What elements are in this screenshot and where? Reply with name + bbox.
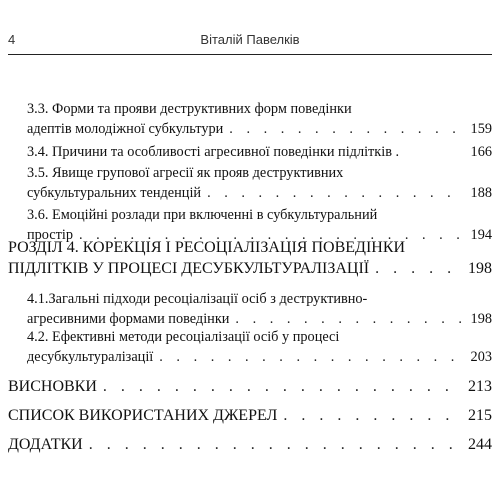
toc-chapter-title: РОЗДІЛ 4. КОРЕКЦІЯ І РЕСОЦІАЛІЗАЦІЯ ПОВЕДІНКИ bbox=[8, 239, 406, 256]
toc-page-number: 198 bbox=[470, 311, 492, 327]
toc-entry-4-2[interactable] bbox=[27, 327, 492, 367]
toc-entry-title: 4.1.Загальні підходи ресоціалізації осіб з деструктивно- bbox=[27, 291, 368, 307]
toc-entry-conclusions[interactable] bbox=[8, 377, 492, 397]
toc-entry-title-continued: агресивними формами поведінки bbox=[27, 311, 230, 327]
dot-leader bbox=[283, 406, 462, 426]
toc-entry-title: 3.4. Причини та особливості агресивної поведінки підлітків . bbox=[27, 144, 400, 160]
toc-page-number: 188 bbox=[470, 185, 492, 201]
toc-entry-title: СПИСОК ВИКОРИСТАНИХ ДЖЕРЕЛ bbox=[8, 407, 278, 424]
toc-entry-title-continued: десубкультуралізації bbox=[27, 349, 154, 365]
header-author: Віталій Павелків bbox=[200, 32, 300, 47]
toc-page-number: 244 bbox=[468, 436, 492, 453]
page-number: 4 bbox=[8, 32, 16, 47]
toc-entry-chapter-4[interactable] bbox=[8, 237, 492, 279]
toc-page-number: 159 bbox=[470, 121, 492, 137]
toc-chapter-title-continued: ПІДЛІТКІВ У ПРОЦЕСІ ДЕСУБКУЛЬТУРАЛІЗАЦІЇ bbox=[8, 260, 370, 277]
toc-entry-title-continued: адептів молодіжної субкультури bbox=[27, 121, 224, 137]
toc-page-number: 215 bbox=[468, 407, 492, 424]
toc-entry-title-continued: субкультуральних тенденцій bbox=[27, 185, 202, 201]
toc-entry-title-continued: простір bbox=[27, 227, 74, 243]
toc-entry-title: ВИСНОВКИ bbox=[8, 378, 97, 395]
toc-page-number: 198 bbox=[468, 260, 492, 277]
dot-leader bbox=[89, 435, 462, 455]
dot-leader bbox=[375, 258, 462, 279]
toc-entry-title: 3.6. Емоційні розлади при включенні в субкультуральний bbox=[27, 207, 378, 223]
toc-page-number: 203 bbox=[470, 349, 492, 365]
toc-entry-appendices[interactable] bbox=[8, 435, 492, 455]
dot-leader bbox=[103, 377, 462, 397]
toc-entry-3-6[interactable] bbox=[27, 185, 492, 245]
toc-entry-4-1[interactable] bbox=[27, 289, 492, 329]
toc-entry-title: ДОДАТКИ bbox=[8, 436, 83, 453]
toc-entry-title: 3.5. Явище групової агресії як прояв деструктивних bbox=[27, 165, 344, 181]
dot-leader bbox=[159, 347, 464, 367]
dot-leader bbox=[235, 309, 464, 329]
toc-page-number: 194 bbox=[470, 227, 492, 243]
toc-entry-references[interactable] bbox=[8, 406, 492, 426]
toc-entry-title: 3.3. Форми та прояви деструктивних форм поведінки bbox=[27, 101, 352, 117]
toc-page-number: 166 bbox=[470, 144, 492, 160]
toc-entry-title: 4.2. Ефективні методи ресоціалізації осіб у процесі bbox=[27, 329, 340, 345]
toc-page-number: 213 bbox=[468, 378, 492, 395]
